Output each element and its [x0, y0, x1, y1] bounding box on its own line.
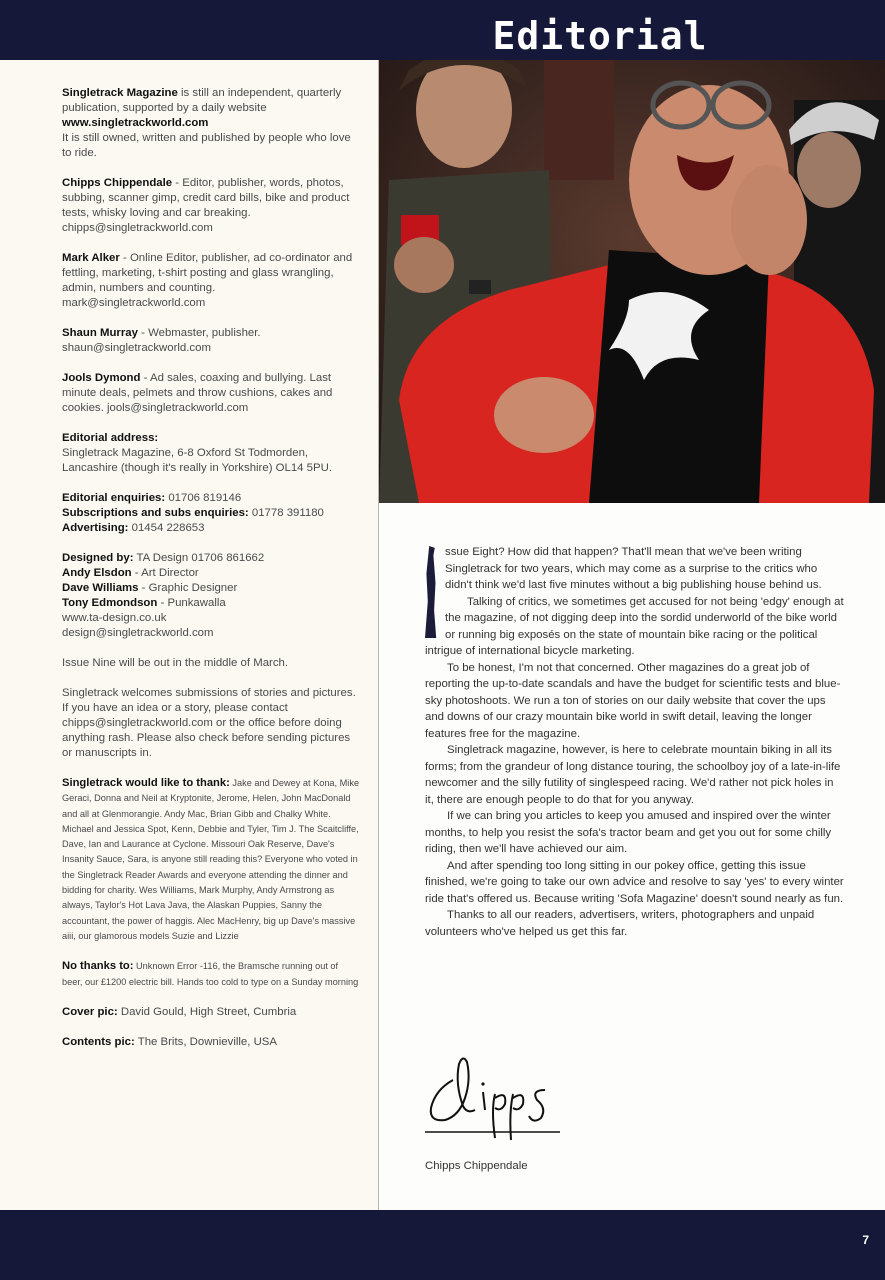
contact-numbers: Editorial enquiries: 01706 819146 Subscriptions and subs enquiries: 01778 391180 Advertising: 01454 228653	[62, 492, 324, 534]
cover-pic-credit: Cover pic: David Gould, High Street, Cumbria	[62, 1005, 297, 1018]
article-paragraph: And after spending too long sitting in our pokey office, getting this issue finished, we're going to take our own advice and resolve to say 'yes' to every winter ride that's offered us. Because writing 'Sofa Magazine' doesn't sound nearly as fun.	[425, 859, 844, 905]
article-paragraph: To be honest, I'm not that concerned. Other magazines do a great job of reporting the up-to-date scandals and have the budget for scientific tests and blue-sky photoshoots. We run a ton of stories on our daily website that cover the ups and downs of our crazy mountain bike world in swift detail, leaving the longer features free for the magazine.	[425, 661, 841, 740]
masthead-column	[0, 60, 379, 1210]
editorial-article	[425, 544, 845, 940]
thanks-list: Singletrack would like to thank: Jake and Dewey at Kona, Mike Geraci, Donna and Neil at Kryptonite, Jerome, Helen, John MacDonald and all at Glenmorangie. Andy Mac, Brian Gibb and Chalky White. Michael and Jessica Spot, Kenn, Debbie and Tyler, Tim J. The Scaitcliffe, Dave, Ian and Laurance at Cyclone. Missouri Oak Reserve, Dave's Insanity Sauce, Sara, is anyone still reading this? Everyone who voted in the Singletrack Reader Awards and everyone attending the dinner and bidding for charity. Wes Williams, Mark Murphy, Andy Armstrong as always, Taylor's Hot Lava Java, the Alaskan Puppies, Sanny the accountant, the power of haggis. Alec MacHenry, big up Dave's massive aiii, our glamorous models Suzie and Lizzie	[62, 777, 360, 941]
bottom-banner	[0, 1210, 885, 1280]
staff-shaun: Shaun Murray - Webmaster, publisher. shaun@singletrackworld.com	[62, 327, 261, 354]
intro-paragraph: Singletrack Magazine is still an independent, quarterly publication, supported by a daily website www.singletrackworld.com It is still owned, written and published by people who love to ride.	[62, 87, 351, 159]
article-paragraph: Singletrack magazine, however, is here to celebrate mountain biking in all its forms; from the grandeur of long distance touring, the schoolboy joy of a late-in-life newcomer and the silly futility of singlespeed racing. We'd rather not pick holes in it, there are enough people to do that for you anyway.	[425, 744, 841, 806]
design-email[interactable]: design@singletrackworld.com	[62, 627, 214, 639]
signoff-name: Chipps Chippendale	[425, 1160, 528, 1172]
section-title: Editorial	[492, 14, 708, 58]
article-paragraph: Thanks to all our readers, advertisers, writers, photographers and unpaid volunteers who've helped us get this far.	[425, 909, 815, 938]
article-paragraph: ssue Eight? How did that happen? That'll mean that we've been writing Singletrack for two years, which may come as a surprise to the critics who didn't think we'd last five minutes without a big publishing house behind us.	[445, 546, 822, 591]
staff-chipps: Chipps Chippendale - Editor, publisher, words, photos, subbing, scanner gimp, credit card bills, bike and product tests, whisky loving and car breaking. chipps@singletrackworld.com	[62, 177, 350, 234]
website-link[interactable]: www.singletrackworld.com	[62, 117, 209, 129]
next-issue-note: Issue Nine will be out in the middle of March.	[62, 657, 289, 669]
design-website[interactable]: www.ta-design.co.uk	[62, 612, 167, 624]
editorial-photo-illustration	[379, 60, 885, 503]
page-number: 7	[862, 1233, 869, 1247]
article-paragraph: If we can bring you articles to keep you amused and inspired over the winter months, to help you resist the sofa's tractor beam and get you out for some chilly riding, then we'll have achieved our aim.	[425, 810, 832, 855]
design-credits: Designed by: TA Design 01706 861662 Andy Elsdon - Art Director Dave Williams - Graphic Designer Tony Edmondson - Punkawalla www.ta-design.co.uk design@singletrackworld.com	[62, 552, 265, 639]
magazine-name: Singletrack Magazine	[62, 87, 178, 99]
top-banner	[0, 0, 885, 60]
editorial-address: Editorial address: Singletrack Magazine, 6-8 Oxford St Todmorden, Lancashire (though it's really in Yorkshire) OL14 5PU.	[62, 432, 332, 474]
editorial-photo	[379, 60, 885, 503]
staff-jools: Jools Dymond - Ad sales, coaxing and bullying. Last minute deals, pelmets and throw cushions, cakes and cookies. jools@singletrackworld.com	[62, 372, 333, 414]
no-thanks-list: No thanks to: Unknown Error -116, the Bramsche running out of beer, our £1200 electric bill. Hands too cold to type on a Sunday morning	[62, 960, 359, 987]
contents-pic-credit: Contents pic: The Brits, Downieville, USA	[62, 1035, 278, 1048]
submissions-note: Singletrack welcomes submissions of stories and pictures. If you have an idea or a story, please contact chipps@singletrackworld.com or the office before doing anything rash. Please also check before sending pictures or manuscripts in.	[62, 687, 356, 759]
article-paragraph: Talking of critics, we sometimes get accused for not being 'edgy' enough at the magazine, of not digging deep into the sordid underworld of the bike world or running big exposés on the state of mountain bike racing or the political intrigue of international bicycle marketing.	[425, 595, 844, 657]
staff-mark: Mark Alker - Online Editor, publisher, ad co-ordinator and fettling, marketing, t-shirt posting and glass wrangling, admin, numbers and counting. mark@singletrackworld.com	[62, 252, 353, 309]
handwritten-signature	[425, 1050, 575, 1142]
magazine-page	[0, 60, 885, 1210]
